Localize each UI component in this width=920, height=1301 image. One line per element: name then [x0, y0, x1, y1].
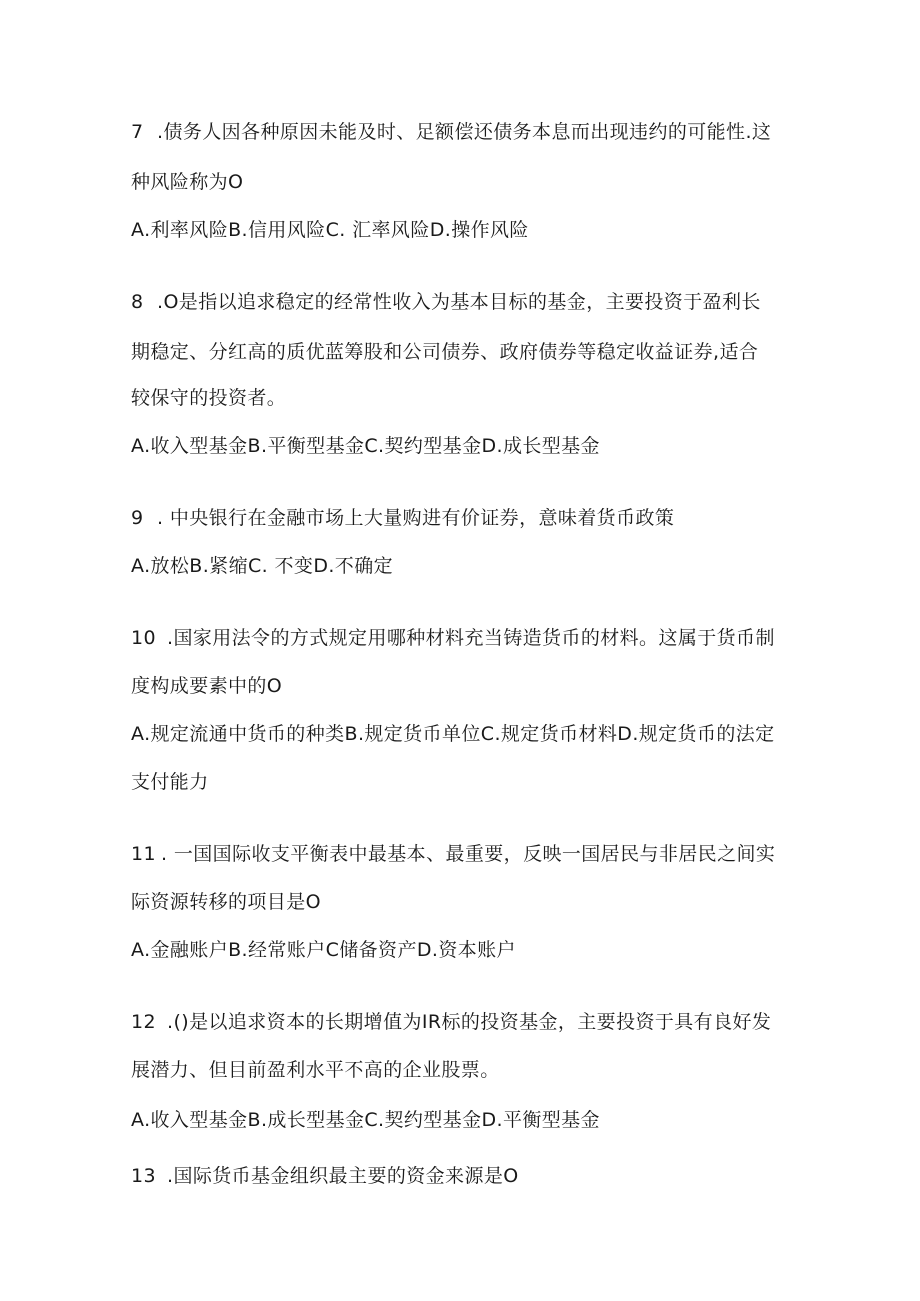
question-number: 8 [131, 291, 144, 313]
answer-options: A.利率风险B.信用风险C. 汇率风险D.操作风险 [131, 219, 529, 241]
answer-options: A.放松B.紧缩C. 不变D.不确定 [131, 555, 393, 577]
question-text: 度构成要素中的O [131, 675, 283, 697]
answer-options: A.规定流通中货币的种类B.规定货币单位C.规定货币材料D.规定货币的法定 [131, 723, 775, 745]
question-11-line-1 [131, 842, 775, 866]
question-8-line-1 [131, 290, 761, 314]
question-number: 9 [131, 507, 144, 529]
question-number: 7 [131, 121, 144, 143]
question-text: . 一国国际收支平衡表中最基本、最重要，反映一国居民与非居民之间实 [161, 843, 776, 865]
question-text: .()是以追求资本的长期增值为IR标的投资基金，主要投资于具有良好发 [167, 1011, 772, 1033]
question-8-line-2 [131, 340, 758, 364]
question-text: 较保守的投资者。 [131, 387, 287, 409]
question-11-options [131, 938, 516, 962]
question-text: .国际货币基金组织最主要的资金来源是O [167, 1165, 519, 1187]
question-11-line-2 [131, 890, 321, 914]
question-10-line-1 [131, 626, 775, 650]
answer-options: A.收入型基金B.平衡型基金C.契约型基金D.成长型基金 [131, 435, 600, 457]
question-text: . 中央银行在金融市场上大量购进有价证券，意味着货币政策 [157, 507, 675, 529]
question-7-options [131, 218, 529, 242]
question-text: 期稳定、分红高的质优蓝筹股和公司债券、政府债券等稳定收益证券,适合 [131, 341, 759, 363]
question-number: 12 [131, 1011, 156, 1033]
question-text: .O是指以追求稳定的经常性收入为基本目标的基金，主要投资于盈利长 [157, 291, 761, 313]
question-10-options-line-2 [131, 770, 209, 794]
question-9-options [131, 554, 393, 578]
question-13-line-1 [131, 1164, 519, 1188]
question-10-line-2 [131, 674, 282, 698]
question-text: 展潜力、但目前盈利水平不高的企业股票。 [131, 1059, 500, 1081]
question-12-options [131, 1108, 600, 1132]
question-7-line-2 [131, 170, 243, 194]
question-9-line-1 [131, 506, 674, 530]
question-7-line-1 [131, 120, 771, 144]
question-number: 13 [131, 1165, 156, 1187]
question-12-line-1 [131, 1010, 771, 1034]
question-8-options [131, 434, 600, 458]
question-8-line-3 [131, 386, 286, 410]
answer-options: A.金融账户B.经常账户C储备资产D.资本账户 [131, 939, 516, 961]
question-text: .国家用法令的方式规定用哪种材料充当铸造货币的材料。这属于货币制 [167, 627, 775, 649]
answer-options: 支付能力 [131, 771, 209, 793]
answer-options: A.收入型基金B.成长型基金C.契约型基金D.平衡型基金 [131, 1109, 600, 1131]
question-10-options-line-1 [131, 722, 775, 746]
question-text: 种风险称为O [131, 171, 244, 193]
question-number: 11 [131, 843, 156, 865]
question-number: 10 [131, 627, 156, 649]
question-text: .债务人因各种原因未能及时、足额偿还债务本息而出现违约的可能性.这 [157, 121, 772, 143]
question-text: 际资源转移的项目是O [131, 891, 321, 913]
question-12-line-2 [131, 1058, 500, 1082]
